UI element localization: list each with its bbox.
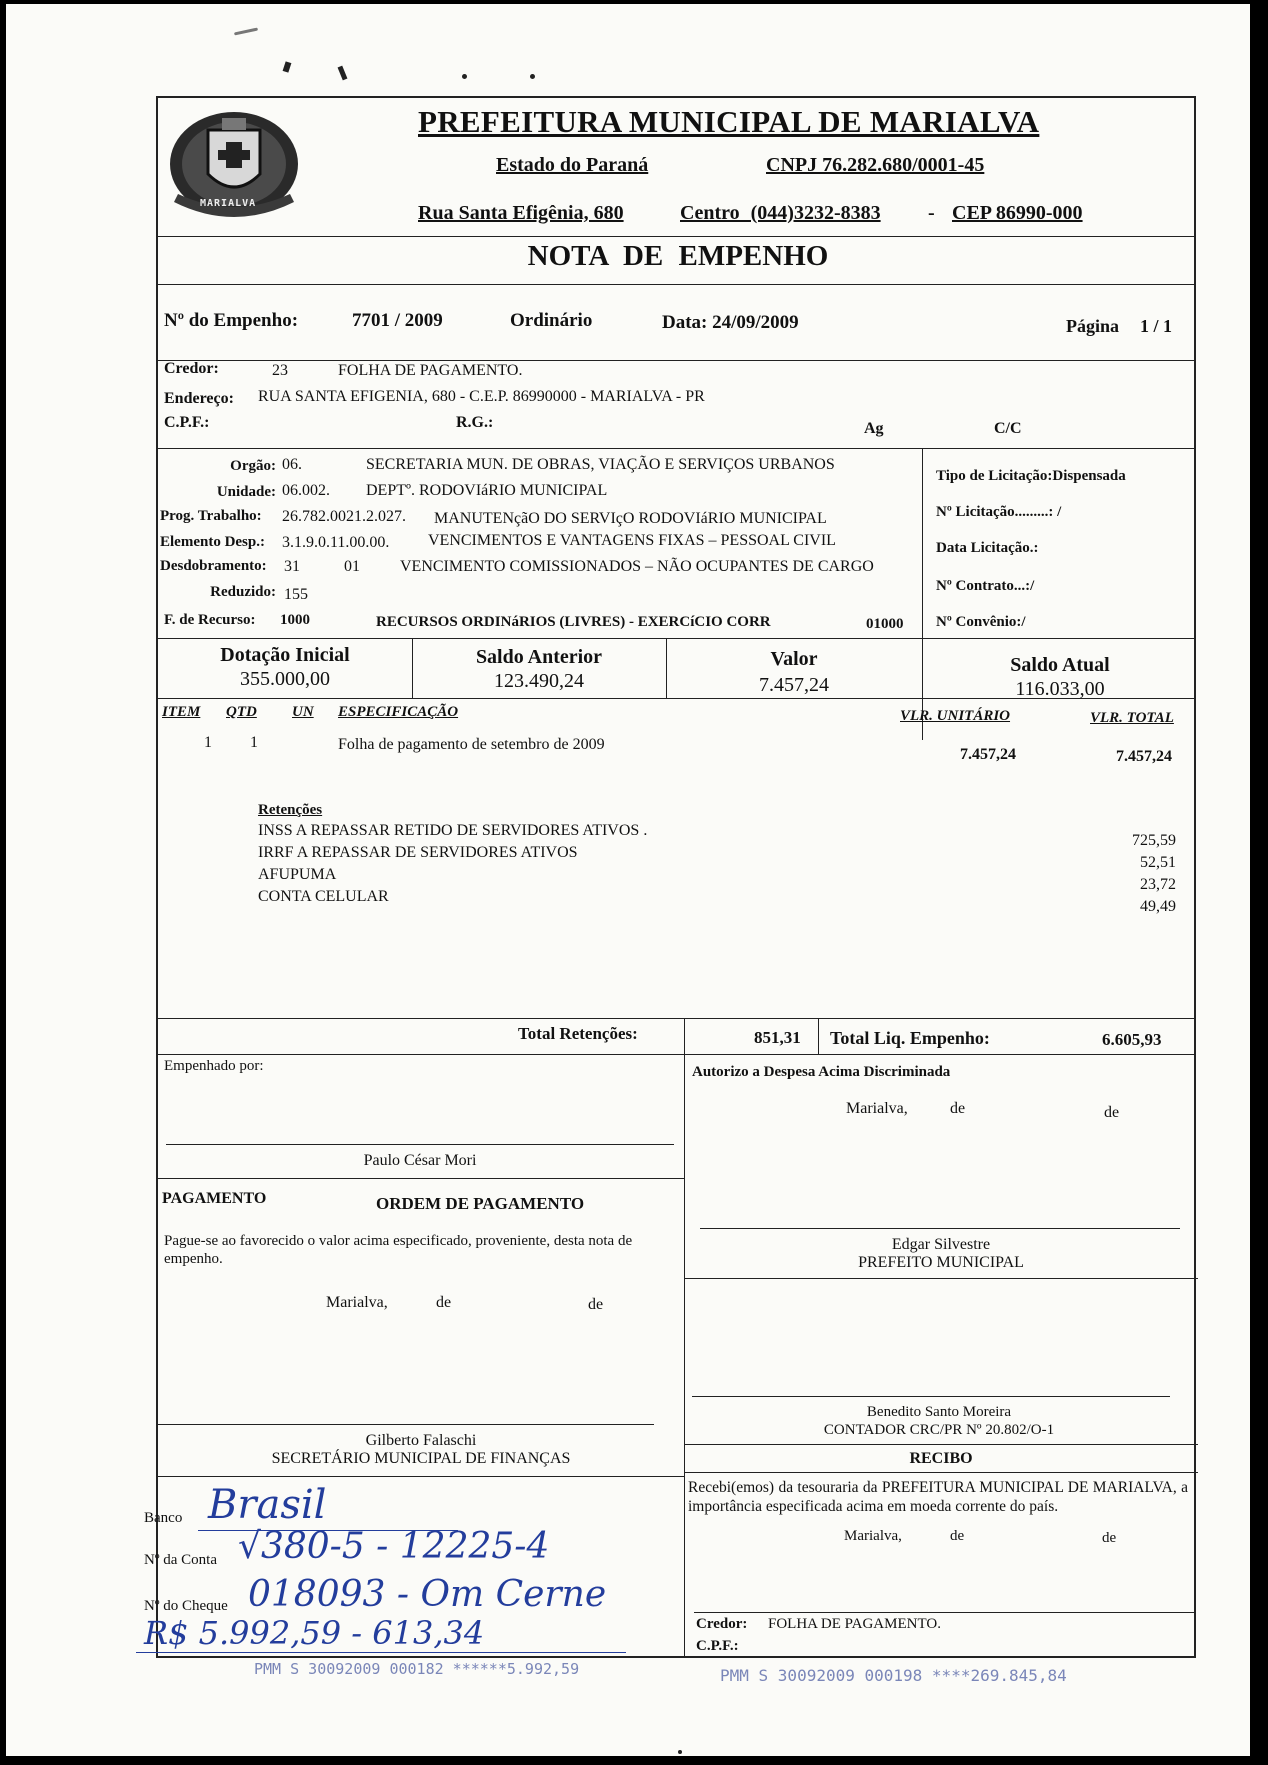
check-amount: R$ 5.992,59 - 613,34: [144, 1614, 485, 1652]
stamp-right: PMM S 30092009 000198 ****269.845,84: [720, 1666, 1067, 1685]
empenho-form: [144, 96, 1196, 1658]
conta-value: √380-5 - 12225-4: [238, 1526, 550, 1567]
empenho-date: Data: 24/09/2009: [662, 312, 799, 333]
scan-mark: [462, 74, 467, 79]
recibo-bottom-line-top: [684, 1472, 1198, 1473]
unidade-code: 06.002.: [282, 482, 330, 499]
prog-label: Prog. Trabalho:: [160, 508, 262, 524]
retencao-celular-value: 49,49: [1140, 898, 1176, 915]
contrato-numero: Nº Contrato...:/: [936, 578, 1035, 594]
banco-value: Brasil: [208, 1482, 327, 1528]
recurso-name: RECURSOS ORDINáRIOS (LIVRES) - EXERCíCIO CORR: [376, 614, 771, 630]
cheque-value: 018093 - Om Cerne: [248, 1574, 607, 1615]
recurso-label: F. de Recurso:: [164, 612, 256, 628]
document-title: NOTA DE EMPENHO: [527, 240, 829, 272]
empenhado-bottom-line: [158, 1178, 684, 1179]
convenio-numero: Nº Convênio:/: [936, 614, 1026, 630]
autorizo-label: Autorizo a Despesa Acima Discriminada: [692, 1064, 951, 1080]
saldo-anterior-value: 123.490,24: [494, 670, 584, 692]
autorizo-de-1: de: [950, 1100, 966, 1117]
scan-mark: [234, 28, 258, 36]
recibo-place: Marialva,: [844, 1528, 902, 1544]
saldo-atual-label: Saldo Atual: [1010, 654, 1110, 676]
empenhado-label: Empenhado por:: [164, 1058, 264, 1074]
contador-name: Benedito Santo Moreira: [866, 1404, 1012, 1420]
autorizo-name: Edgar Silvestre: [891, 1236, 991, 1253]
cnpj: CNPJ 76.282.680/0001-45: [766, 154, 985, 176]
col-qtd: QTD: [226, 704, 257, 720]
cpf-label: C.P.F.:: [164, 414, 210, 431]
item-row-number: 1: [204, 734, 212, 751]
dash: -: [928, 202, 935, 224]
desdobramento-code: 31: [284, 558, 300, 575]
seal-banner-text: MARIALVA: [200, 198, 257, 209]
autorizo-bottom-line: [684, 1278, 1198, 1279]
prog-name: MANUTENçãO DO SERVIçO RODOVIáRIO MUNICIPAL: [434, 510, 827, 527]
pagamento-de-2: de: [588, 1296, 604, 1313]
contador-role: CONTADOR CRC/PR Nº 20.802/O-1: [823, 1422, 1055, 1438]
empenhado-name: Paulo César Mori: [363, 1152, 477, 1169]
licitacao-tipo: Tipo de Licitação:Dispensada: [936, 468, 1126, 484]
pagamento-name: Gilberto Falaschi: [365, 1432, 477, 1449]
pagamento-de-1: de: [436, 1294, 452, 1311]
scan-mark: [530, 74, 535, 79]
unidade-name: DEPTº. RODOVIáRIO MUNICIPAL: [366, 482, 608, 499]
empenho-label: Nº do Empenho:: [164, 310, 299, 331]
total-liquido-label: Total Liq. Empenho:: [830, 1028, 990, 1048]
total-retencoes-value: 851,31: [754, 1028, 801, 1047]
recibo-credor-name: FOLHA DE PAGAMENTO.: [768, 1616, 941, 1632]
empenho-number: 7701 / 2009: [352, 310, 443, 331]
credor-name: FOLHA DE PAGAMENTO.: [338, 362, 523, 379]
pagamento-bottom-line: [158, 1476, 684, 1477]
valor-label: Valor: [770, 648, 818, 670]
desdobramento-name: VENCIMENTO COMISSIONADOS – NÃO OCUPANTES DE CARGO: [400, 558, 874, 575]
ordem-pagamento-label: ORDEM DE PAGAMENTO: [376, 1194, 585, 1213]
recibo-signature-line: [694, 1612, 1194, 1613]
retencao-afupuma-value: 23,72: [1140, 876, 1176, 893]
cheque-label: Nº do Cheque: [144, 1598, 228, 1614]
recibo-text: Recebi(emos) da tesouraria da PREFEITURA MUNICIPAL DE MARIALVA, a importância especificada acima em moeda corrente do país.: [688, 1479, 1188, 1515]
reduzido-code: 155: [284, 586, 308, 603]
retencao-inss-label: INSS A REPASSAR RETIDO DE SERVIDORES ATIVOS .: [258, 822, 648, 839]
dotacao-value: 355.000,00: [240, 668, 330, 690]
stamp-left: PMM S 30092009 000182 ******5.992,59: [254, 1660, 580, 1678]
retencao-irrf-value: 52,51: [1140, 854, 1176, 871]
autorizo-place: Marialva,: [846, 1100, 908, 1117]
item-row-unit-value: 7.457,24: [960, 746, 1016, 763]
address-label: Endereço:: [164, 390, 234, 407]
pagamento-role: SECRETÁRIO MUNICIPAL DE FINANÇAS: [271, 1450, 571, 1467]
saldo-atual-value: 116.033,00: [1015, 678, 1105, 700]
prefeitura-title: PREFEITURA MUNICIPAL DE MARIALVA: [418, 104, 1040, 139]
retencao-afupuma-label: AFUPUMA: [258, 866, 337, 883]
district-phone: Centro (044)3232-8383: [680, 202, 881, 224]
retencao-irrf-label: IRRF A REPASSAR DE SERVIDORES ATIVOS: [258, 844, 578, 861]
empenhado-signature-line: [166, 1144, 674, 1145]
rg-label: R.G.:: [456, 414, 494, 431]
page-label: Página: [1066, 316, 1120, 336]
scan-mark: [283, 61, 292, 72]
elemento-name: VENCIMENTOS E VANTAGENS FIXAS – PESSOAL CIVIL: [428, 532, 836, 549]
desdobramento-label: Desdobramento:: [160, 558, 267, 574]
reduzido-label: Reduzido:: [210, 584, 276, 600]
dotacao-label: Dotação Inicial: [220, 644, 350, 666]
empenho-type: Ordinário: [510, 310, 593, 331]
item-row-total-value: 7.457,24: [1116, 748, 1172, 765]
saldo-anterior-label: Saldo Anterior: [475, 646, 603, 668]
conta-label: Nº da Conta: [144, 1552, 217, 1568]
orgao-label: Orgão:: [230, 458, 276, 474]
orgao-code: 06.: [282, 456, 302, 473]
contador-signature-line: [692, 1396, 1170, 1397]
recurso-number: 01000: [866, 616, 904, 632]
cep: CEP 86990-000: [952, 202, 1083, 224]
page-number: 1 / 1: [1140, 316, 1173, 336]
retencao-celular-label: CONTA CELULAR: [258, 888, 389, 905]
check-amount-line: [136, 1652, 626, 1653]
recibo-cpf-label: C.P.F.:: [696, 1638, 739, 1654]
total-liquido-value: 6.605,93: [1102, 1030, 1162, 1049]
pagamento-place: Marialva,: [326, 1294, 388, 1311]
item-row-qty: 1: [250, 734, 258, 751]
contador-bottom-line: [684, 1444, 1198, 1445]
banco-label: Banco: [144, 1510, 183, 1526]
cc-label: C/C: [994, 420, 1022, 437]
licitacao-data: Data Licitação.:: [936, 540, 1039, 556]
autorizo-de-2: de: [1104, 1104, 1120, 1121]
scan-mark: [678, 1750, 682, 1754]
recibo-title: RECIBO: [909, 1450, 973, 1467]
credor-label: Credor:: [164, 360, 219, 377]
recurso-code: 1000: [280, 612, 310, 628]
item-row-spec: Folha de pagamento de setembro de 2009: [338, 736, 605, 753]
desdobramento-subcode: 01: [344, 558, 360, 575]
street-address: Rua Santa Efigênia, 680: [418, 202, 624, 224]
credor-code: 23: [272, 362, 288, 379]
recibo-credor-label: Credor:: [696, 1616, 748, 1632]
credor-address: RUA SANTA EFIGENIA, 680 - C.E.P. 86990000 - MARIALVA - PR: [258, 388, 705, 405]
valor-value: 7.457,24: [759, 674, 829, 696]
document-page: [6, 4, 1250, 1756]
state-name: Estado do Paraná: [496, 154, 649, 176]
pagamento-signature-line: [158, 1424, 654, 1425]
autorizo-role: PREFEITO MUNICIPAL: [858, 1254, 1024, 1271]
pagamento-label: PAGAMENTO: [162, 1190, 267, 1207]
prog-code: 26.782.0021.2.027.: [282, 508, 406, 525]
autorizo-signature-line: [700, 1228, 1180, 1229]
scan-mark: [338, 66, 348, 81]
col-un: UN: [292, 704, 314, 720]
retencao-inss-value: 725,59: [1132, 832, 1176, 849]
recibo-de-2: de: [1102, 1530, 1117, 1546]
pagamento-text: Pague-se ao favorecido o valor acima especificado, proveniente, desta nota de empenho.: [164, 1233, 633, 1267]
municipal-seal: [160, 102, 308, 232]
ag-label: Ag: [864, 420, 884, 437]
col-item: ITEM: [162, 704, 201, 720]
col-especificacao: ESPECIFICAÇÃO: [338, 704, 459, 720]
orgao-name: SECRETARIA MUN. DE OBRAS, VIAÇÃO E SERVIÇOS URBANOS: [366, 456, 835, 473]
elemento-label: Elemento Desp.:: [160, 534, 265, 550]
total-retencoes-label: Total Retenções:: [518, 1024, 638, 1043]
col-vlr-total: VLR. TOTAL: [1090, 710, 1174, 726]
unidade-label: Unidade:: [216, 484, 276, 500]
col-vlr-unitario: VLR. UNITÁRIO: [900, 708, 1011, 724]
elemento-code: 3.1.9.0.11.00.00.: [282, 534, 390, 551]
licitacao-numero: Nº Licitação.........: /: [936, 504, 1062, 520]
retencoes-title: Retenções: [258, 802, 323, 818]
recibo-de-1: de: [950, 1528, 965, 1544]
